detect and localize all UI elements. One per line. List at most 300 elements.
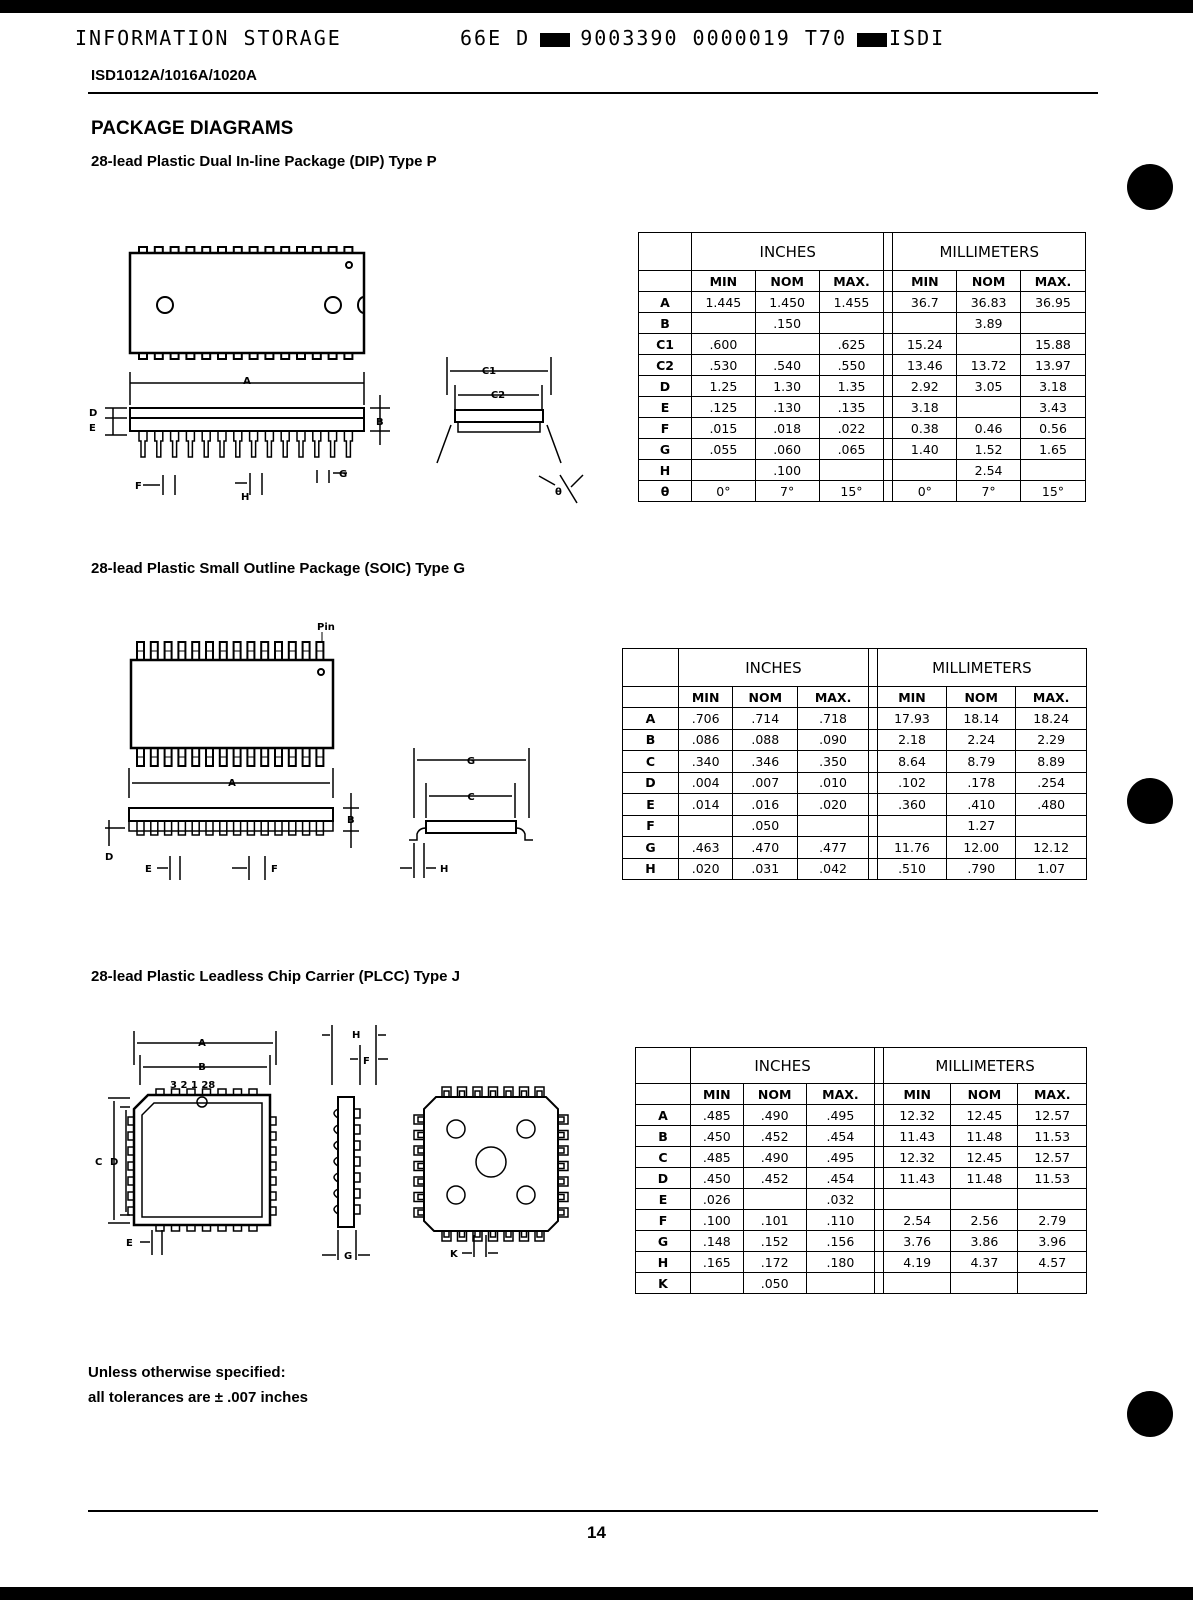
row-label: F <box>639 418 692 439</box>
table-cell: 15.24 <box>893 334 957 355</box>
table-row <box>636 1168 1087 1189</box>
redaction-block <box>857 33 887 47</box>
table-cell: .148 <box>691 1231 744 1252</box>
col-header-max: MAX. <box>1016 687 1087 708</box>
dim-label-k: K <box>450 1249 458 1260</box>
table-cell: 2.54 <box>957 460 1021 481</box>
table-row <box>639 313 1086 334</box>
table-cell: .125 <box>692 397 756 418</box>
top-border <box>0 0 1193 13</box>
table-cell <box>798 815 869 837</box>
table-cell: .450 <box>691 1168 744 1189</box>
table-cell: 2.92 <box>893 376 957 397</box>
col-header-nom: NOM <box>947 687 1016 708</box>
redaction-block <box>540 33 570 47</box>
table-cell: 2.79 <box>1018 1210 1087 1231</box>
table-cell: 1.35 <box>819 376 884 397</box>
table-row <box>623 751 1087 773</box>
table-row <box>623 858 1087 880</box>
table-cell: 1.07 <box>1016 858 1087 880</box>
table-cell: 12.57 <box>1018 1147 1087 1168</box>
table-cell: 12.32 <box>884 1147 951 1168</box>
group-header-millimeters: MILLIMETERS <box>884 1048 1087 1084</box>
page-title: PACKAGE DIAGRAMS <box>91 118 294 139</box>
dim-label-c: C <box>95 1157 103 1168</box>
table-cell: 12.00 <box>947 837 1016 859</box>
table-cell: 8.89 <box>1016 751 1087 773</box>
table-cell: 11.76 <box>877 837 946 859</box>
dip-side-view <box>105 372 390 495</box>
table-cell <box>884 1189 951 1210</box>
header-code-b: 9003390 0000019 T70 <box>580 26 847 50</box>
table-cell: 0° <box>893 481 957 502</box>
table-cell: .790 <box>947 858 1016 880</box>
dim-label-h: H <box>440 864 449 875</box>
binder-hole <box>1127 778 1173 824</box>
table-cell: 2.29 <box>1016 729 1087 751</box>
table-cell: 11.43 <box>884 1126 951 1147</box>
table-cell <box>957 397 1021 418</box>
table-cell: .490 <box>743 1147 806 1168</box>
row-label: H <box>636 1252 691 1273</box>
pin-numbers: 3 2 1 28 <box>170 1080 216 1091</box>
dip-end-view <box>437 357 583 503</box>
table-row <box>636 1252 1087 1273</box>
dim-label-c1: C1 <box>481 366 497 377</box>
table-row <box>639 460 1086 481</box>
table-cell: .180 <box>806 1252 874 1273</box>
table-row <box>639 397 1086 418</box>
table-cell: .130 <box>755 397 819 418</box>
row-label: B <box>636 1126 691 1147</box>
table-cell: 1.25 <box>692 376 756 397</box>
table-cell: .454 <box>806 1168 874 1189</box>
group-header-inches: INCHES <box>692 233 884 271</box>
dim-label-b: B <box>198 1062 206 1073</box>
plcc-bottom-view <box>414 1087 568 1257</box>
table-cell <box>957 334 1021 355</box>
table-row <box>636 1273 1087 1294</box>
row-label: E <box>623 794 679 816</box>
col-header-max: MAX. <box>806 1084 874 1105</box>
table-cell: 2.18 <box>877 729 946 751</box>
dip-top-view <box>130 247 364 359</box>
tolerance-note-line2: all tolerances are ± .007 inches <box>88 1389 309 1406</box>
footer-rule <box>88 1510 1098 1512</box>
row-label: D <box>639 376 692 397</box>
table-cell: 3.96 <box>1018 1231 1087 1252</box>
dim-label-d: D <box>89 408 98 419</box>
table-cell: 11.53 <box>1018 1168 1087 1189</box>
table-row <box>636 1105 1087 1126</box>
table-cell <box>893 460 957 481</box>
table-cell <box>692 460 756 481</box>
table-row <box>623 837 1087 859</box>
header-rule <box>88 92 1098 94</box>
row-label: A <box>639 292 692 313</box>
table-cell: 11.53 <box>1018 1126 1087 1147</box>
table-cell: .007 <box>733 772 798 794</box>
table-cell: .050 <box>733 815 798 837</box>
dim-label-b: B <box>347 815 355 826</box>
table-cell: .495 <box>806 1105 874 1126</box>
dip-title: 28-lead Plastic Dual In-line Package (DIP) Type P <box>91 153 437 170</box>
table-cell: .032 <box>806 1189 874 1210</box>
header-code-a: 66E D <box>460 26 531 50</box>
table-cell: .031 <box>733 858 798 880</box>
table-row <box>623 708 1087 730</box>
bottom-border <box>0 1587 1193 1600</box>
row-label: B <box>623 729 679 751</box>
table-cell: .150 <box>755 313 819 334</box>
table-cell: .165 <box>691 1252 744 1273</box>
table-cell: .346 <box>733 751 798 773</box>
dim-label-f: F <box>363 1056 370 1067</box>
table-cell: 4.19 <box>884 1252 951 1273</box>
table-cell: 1.40 <box>893 439 957 460</box>
row-label: F <box>623 815 679 837</box>
table-cell: 4.37 <box>951 1252 1018 1273</box>
dim-label-h: H <box>352 1030 361 1041</box>
table-cell: 1.65 <box>1020 439 1085 460</box>
header-section: INFORMATION STORAGE <box>75 26 342 50</box>
table-cell <box>743 1189 806 1210</box>
table-cell: .026 <box>691 1189 744 1210</box>
dim-label-a: A <box>228 778 236 789</box>
dip-dimension-table <box>638 232 1086 502</box>
col-header-max: MAX. <box>1018 1084 1087 1105</box>
table-cell <box>819 313 884 334</box>
table-cell: 1.27 <box>947 815 1016 837</box>
table-cell <box>1020 313 1085 334</box>
table-cell: .540 <box>755 355 819 376</box>
table-row <box>636 1189 1087 1210</box>
dim-label-g: G <box>466 756 476 767</box>
row-label: H <box>639 460 692 481</box>
table-cell: .102 <box>877 772 946 794</box>
table-cell: .055 <box>692 439 756 460</box>
table-cell <box>1016 815 1087 837</box>
table-cell: 1.52 <box>957 439 1021 460</box>
table-cell: .485 <box>691 1147 744 1168</box>
table-cell <box>951 1273 1018 1294</box>
dim-label-e: E <box>126 1238 133 1249</box>
row-label: G <box>623 837 679 859</box>
table-cell: .135 <box>819 397 884 418</box>
table-cell: .090 <box>798 729 869 751</box>
table-cell: .490 <box>743 1105 806 1126</box>
table-row <box>636 1210 1087 1231</box>
table-cell: 3.18 <box>1020 376 1085 397</box>
dim-label-g: G <box>339 469 348 480</box>
col-header-nom: NOM <box>743 1084 806 1105</box>
table-row <box>639 376 1086 397</box>
col-header-nom: NOM <box>957 271 1021 292</box>
table-cell: .625 <box>819 334 884 355</box>
col-header-min: MIN <box>679 687 733 708</box>
plcc-top-view <box>108 1031 276 1255</box>
table-cell: .020 <box>798 794 869 816</box>
col-header-max: MAX. <box>819 271 884 292</box>
table-cell: .065 <box>819 439 884 460</box>
table-cell: 0.56 <box>1020 418 1085 439</box>
col-header-min: MIN <box>691 1084 744 1105</box>
table-cell <box>692 313 756 334</box>
col-header-nom: NOM <box>733 687 798 708</box>
table-cell: .086 <box>679 729 733 751</box>
table-cell: 12.57 <box>1018 1105 1087 1126</box>
table-cell: 12.45 <box>951 1105 1018 1126</box>
table-cell: .706 <box>679 708 733 730</box>
table-corner <box>639 233 692 271</box>
soic-dimension-table <box>622 648 1087 880</box>
row-label: K <box>636 1273 691 1294</box>
table-cell: 18.14 <box>947 708 1016 730</box>
table-cell: .463 <box>679 837 733 859</box>
row-label: E <box>636 1189 691 1210</box>
dim-label-c2: C2 <box>490 390 506 401</box>
part-numbers: ISD1012A/1016A/1020A <box>91 67 257 84</box>
table-row <box>639 292 1086 313</box>
table-cell: .714 <box>733 708 798 730</box>
table-cell <box>679 815 733 837</box>
table-cell: .100 <box>755 460 819 481</box>
table-row <box>623 794 1087 816</box>
row-label: C <box>636 1147 691 1168</box>
tolerance-note-line1: Unless otherwise specified: <box>88 1364 286 1381</box>
col-header-min: MIN <box>884 1084 951 1105</box>
dim-label-e: E <box>89 423 96 434</box>
dim-label-h: H <box>241 492 250 503</box>
row-label: C <box>623 751 679 773</box>
table-cell <box>1020 460 1085 481</box>
table-cell: .550 <box>819 355 884 376</box>
dim-label-b: B <box>376 417 384 428</box>
table-cell: 1.445 <box>692 292 756 313</box>
table-cell: .452 <box>743 1168 806 1189</box>
table-cell: .718 <box>798 708 869 730</box>
dim-label-f: F <box>135 481 142 492</box>
soic-top-view <box>131 632 333 766</box>
table-row <box>636 1147 1087 1168</box>
row-label: B <box>639 313 692 334</box>
table-cell: .340 <box>679 751 733 773</box>
table-cell: 36.95 <box>1020 292 1085 313</box>
dim-label-c: C <box>467 792 475 803</box>
row-label: A <box>623 708 679 730</box>
table-cell <box>1018 1273 1087 1294</box>
table-cell: 8.64 <box>877 751 946 773</box>
table-cell: .020 <box>679 858 733 880</box>
table-cell: .470 <box>733 837 798 859</box>
col-header-max: MAX. <box>798 687 869 708</box>
col-header-min: MIN <box>893 271 957 292</box>
table-cell <box>691 1273 744 1294</box>
soic-drawing <box>95 618 555 898</box>
table-cell: 13.72 <box>957 355 1021 376</box>
table-cell: 0.46 <box>957 418 1021 439</box>
table-cell: .600 <box>692 334 756 355</box>
col-header-max: MAX. <box>1020 271 1085 292</box>
table-cell: 4.57 <box>1018 1252 1087 1273</box>
table-row <box>639 418 1086 439</box>
row-label: C1 <box>639 334 692 355</box>
header-codes <box>460 26 945 50</box>
table-cell: .485 <box>691 1105 744 1126</box>
table-cell: 18.24 <box>1016 708 1087 730</box>
row-label: G <box>639 439 692 460</box>
dim-label-theta: θ <box>555 487 562 498</box>
table-cell: .480 <box>1016 794 1087 816</box>
table-cell: .060 <box>755 439 819 460</box>
dim-label-e: E <box>145 864 152 875</box>
plcc-drawing <box>90 1025 580 1275</box>
table-cell <box>884 1273 951 1294</box>
table-cell: 12.32 <box>884 1105 951 1126</box>
row-label: F <box>636 1210 691 1231</box>
table-cell: 3.43 <box>1020 397 1085 418</box>
page-number: 14 <box>587 1523 606 1542</box>
table-cell: .510 <box>877 858 946 880</box>
row-label: G <box>636 1231 691 1252</box>
col-header-nom: NOM <box>755 271 819 292</box>
table-cell: 36.7 <box>893 292 957 313</box>
table-cell: .016 <box>733 794 798 816</box>
table-cell: 8.79 <box>947 751 1016 773</box>
dim-label-a: A <box>198 1038 206 1049</box>
table-cell: 2.54 <box>884 1210 951 1231</box>
table-cell: .477 <box>798 837 869 859</box>
table-cell: .360 <box>877 794 946 816</box>
table-cell: 7° <box>957 481 1021 502</box>
table-cell: 3.05 <box>957 376 1021 397</box>
table-cell: 1.30 <box>755 376 819 397</box>
group-header-millimeters: MILLIMETERS <box>893 233 1086 271</box>
table-cell: .110 <box>806 1210 874 1231</box>
table-cell: .050 <box>743 1273 806 1294</box>
table-cell: 15° <box>1020 481 1085 502</box>
table-cell <box>893 313 957 334</box>
table-cell: .088 <box>733 729 798 751</box>
table-cell: 13.97 <box>1020 355 1085 376</box>
col-header-min: MIN <box>692 271 756 292</box>
table-cell: 3.89 <box>957 313 1021 334</box>
table-corner <box>623 649 679 687</box>
table-row <box>636 1231 1087 1252</box>
table-row <box>639 481 1086 502</box>
table-cell: 1.455 <box>819 292 884 313</box>
table-cell <box>1018 1189 1087 1210</box>
plcc-title: 28-lead Plastic Leadless Chip Carrier (PLCC) Type J <box>91 968 461 985</box>
table-cell: .452 <box>743 1126 806 1147</box>
table-cell: 2.56 <box>951 1210 1018 1231</box>
col-header-nom: NOM <box>951 1084 1018 1105</box>
table-row <box>639 355 1086 376</box>
table-cell: .450 <box>691 1126 744 1147</box>
table-cell: .495 <box>806 1147 874 1168</box>
row-label: D <box>623 772 679 794</box>
soic-title: 28-lead Plastic Small Outline Package (SOIC) Type G <box>91 560 466 577</box>
table-cell: 3.18 <box>893 397 957 418</box>
table-cell: .014 <box>679 794 733 816</box>
table-row <box>623 729 1087 751</box>
group-header-millimeters: MILLIMETERS <box>877 649 1086 687</box>
table-cell: 15.88 <box>1020 334 1085 355</box>
row-label: θ <box>639 481 692 502</box>
table-row <box>639 334 1086 355</box>
table-cell: .156 <box>806 1231 874 1252</box>
plcc-side-view <box>322 1025 388 1260</box>
dim-label-pin1: Pin <box>317 622 335 633</box>
table-cell: .172 <box>743 1252 806 1273</box>
table-cell: 2.24 <box>947 729 1016 751</box>
table-cell: .100 <box>691 1210 744 1231</box>
col-header-min: MIN <box>877 687 946 708</box>
dip-drawing <box>85 245 595 520</box>
table-row <box>639 439 1086 460</box>
table-cell: .004 <box>679 772 733 794</box>
table-row <box>636 1126 1087 1147</box>
table-cell: 11.48 <box>951 1168 1018 1189</box>
table-cell: .178 <box>947 772 1016 794</box>
soic-end-view <box>400 748 533 878</box>
table-cell: 11.48 <box>951 1126 1018 1147</box>
table-cell: .454 <box>806 1126 874 1147</box>
row-label: A <box>636 1105 691 1126</box>
table-corner <box>636 1048 691 1084</box>
row-label: E <box>639 397 692 418</box>
table-cell: 12.45 <box>951 1147 1018 1168</box>
table-cell: 1.450 <box>755 292 819 313</box>
table-cell: 11.43 <box>884 1168 951 1189</box>
dim-label-d: D <box>110 1157 119 1168</box>
group-header-inches: INCHES <box>679 649 869 687</box>
table-cell: 3.76 <box>884 1231 951 1252</box>
table-cell <box>755 334 819 355</box>
table-cell: .410 <box>947 794 1016 816</box>
table-cell <box>877 815 946 837</box>
table-cell: .254 <box>1016 772 1087 794</box>
table-cell: 0° <box>692 481 756 502</box>
table-cell: .015 <box>692 418 756 439</box>
table-cell: 7° <box>755 481 819 502</box>
table-cell <box>819 460 884 481</box>
table-cell: .101 <box>743 1210 806 1231</box>
row-label: H <box>623 858 679 880</box>
table-cell: .530 <box>692 355 756 376</box>
table-cell: .010 <box>798 772 869 794</box>
table-cell: 12.12 <box>1016 837 1087 859</box>
group-header-inches: INCHES <box>691 1048 875 1084</box>
table-cell <box>806 1273 874 1294</box>
table-cell: 0.38 <box>893 418 957 439</box>
header-code-c: ISDI <box>889 26 946 50</box>
table-cell: 15° <box>819 481 884 502</box>
dim-label-d: D <box>105 852 114 863</box>
table-row <box>623 772 1087 794</box>
table-cell: .350 <box>798 751 869 773</box>
table-cell: .018 <box>755 418 819 439</box>
binder-hole <box>1127 164 1173 210</box>
table-cell: .042 <box>798 858 869 880</box>
binder-hole <box>1127 1391 1173 1437</box>
dim-label-g: G <box>344 1251 353 1262</box>
plcc-dimension-table <box>635 1047 1087 1294</box>
table-cell: 13.46 <box>893 355 957 376</box>
table-cell: 36.83 <box>957 292 1021 313</box>
row-label: C2 <box>639 355 692 376</box>
table-cell: 3.86 <box>951 1231 1018 1252</box>
